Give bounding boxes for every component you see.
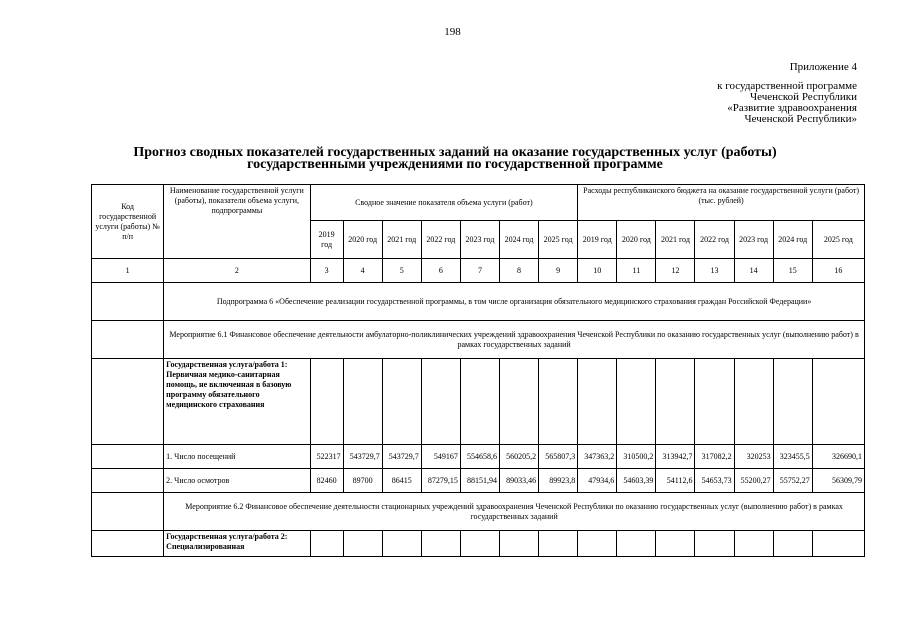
empty-cell (812, 531, 864, 557)
empty-cell (92, 359, 164, 445)
measure-row (92, 493, 865, 531)
empty-cell (382, 359, 421, 445)
subprogram-row (92, 283, 865, 321)
header-expense-group: Расходы республиканского бюджета на оказание государственной услуги (работ) (тыс. рублей) (578, 185, 865, 221)
indicator-name: 2. Число осмотров (164, 469, 310, 493)
document-title-line-2: государственными учреждениями по государственной программе (247, 157, 663, 172)
header-volume-year: 2019 год (310, 221, 343, 259)
column-number: 6 (421, 259, 460, 283)
column-number: 13 (695, 259, 734, 283)
header-row-1 (92, 185, 865, 221)
table-row (92, 445, 865, 469)
empty-cell (92, 445, 164, 469)
value-cell: 554658,6 (460, 445, 499, 469)
empty-cell (92, 321, 164, 359)
empty-cell (421, 531, 460, 557)
page-number: 198 (444, 26, 461, 38)
value-cell: 565807,3 (539, 445, 578, 469)
value-cell: 310500,2 (617, 445, 656, 469)
header-volume-year: 2021 год (382, 221, 421, 259)
appendix-line: Чеченской Республики (749, 91, 857, 103)
value-cell: 86415 (382, 469, 421, 493)
value-cell: 522317 (310, 445, 343, 469)
value-cell: 323455,5 (773, 445, 812, 469)
appendix-block (717, 62, 857, 125)
empty-cell (773, 359, 812, 445)
empty-cell (656, 531, 695, 557)
service-row (92, 531, 865, 557)
service-row (92, 359, 865, 445)
value-cell: 47934,6 (578, 469, 617, 493)
header-expense-year: 2022 год (695, 221, 734, 259)
column-number: 12 (656, 259, 695, 283)
table-row (92, 469, 865, 493)
value-cell: 89923,8 (539, 469, 578, 493)
value-cell: 317082,2 (695, 445, 734, 469)
header-volume-year: 2024 год (499, 221, 538, 259)
measure-6-2-title: Мероприятие 6.2 Финансовое обеспечение деятельности стационарных учреждений здравоохранения Чеченской Республики по оказанию государственных услуг (выполнению работ) в рамках государственных заданий (164, 493, 865, 531)
header-name: Наименование государственной услуги (работы), показатели объема услуги, подпрограммы (164, 185, 310, 259)
column-number: 5 (382, 259, 421, 283)
service-2-title: Государственная услуга/работа 2: Специализированная (164, 531, 310, 557)
empty-cell (499, 531, 538, 557)
appendix-title: Приложение 4 (789, 61, 857, 73)
empty-cell (460, 359, 499, 445)
indicator-name: 1. Число посещений (164, 445, 310, 469)
value-cell: 55200,27 (734, 469, 773, 493)
empty-cell (773, 531, 812, 557)
value-cell: 347363,2 (578, 445, 617, 469)
value-cell: 89033,46 (499, 469, 538, 493)
empty-cell (656, 359, 695, 445)
column-number: 7 (460, 259, 499, 283)
value-cell: 89700 (343, 469, 382, 493)
column-number: 4 (343, 259, 382, 283)
empty-cell (539, 531, 578, 557)
header-volume-group: Сводное значение показателя объема услуги (работ) (310, 185, 578, 221)
header-volume-year: 2025 год (539, 221, 578, 259)
empty-cell (578, 531, 617, 557)
column-number: 1 (92, 259, 164, 283)
measure-row (92, 321, 865, 359)
header-expense-year: 2023 год (734, 221, 773, 259)
document-title-line-1: Прогноз сводных показателей государственных заданий на оказание государственных услуг (работы) (133, 145, 777, 160)
document-title (60, 147, 850, 171)
value-cell: 54653,73 (695, 469, 734, 493)
empty-cell (578, 359, 617, 445)
value-cell: 320253 (734, 445, 773, 469)
header-expense-year: 2020 год (617, 221, 656, 259)
empty-cell (617, 359, 656, 445)
empty-cell (695, 359, 734, 445)
empty-cell (310, 531, 343, 557)
column-number: 16 (812, 259, 864, 283)
service-1-title: Государственная услуга/работа 1: Первичная медико-санитарная помощь, не включенная в базовую программу обязательного медицинского страхования (164, 359, 310, 445)
column-number: 15 (773, 259, 812, 283)
column-number: 2 (164, 259, 310, 283)
empty-cell (92, 531, 164, 557)
empty-cell (343, 531, 382, 557)
empty-cell (734, 531, 773, 557)
forecast-table (91, 184, 865, 557)
empty-cell (734, 359, 773, 445)
value-cell: 543729,7 (343, 445, 382, 469)
value-cell: 560205,2 (499, 445, 538, 469)
column-number: 3 (310, 259, 343, 283)
appendix-line: Чеченской Республики» (744, 113, 857, 125)
column-number: 14 (734, 259, 773, 283)
value-cell: 82460 (310, 469, 343, 493)
column-number: 8 (499, 259, 538, 283)
value-cell: 326690,1 (812, 445, 864, 469)
value-cell: 549167 (421, 445, 460, 469)
empty-cell (92, 283, 164, 321)
header-code: Код государственной услуги (работы) № п/п (92, 185, 164, 259)
empty-cell (499, 359, 538, 445)
header-expense-year: 2025 год (812, 221, 864, 259)
empty-cell (421, 359, 460, 445)
header-expense-year: 2021 год (656, 221, 695, 259)
empty-cell (812, 359, 864, 445)
column-number: 10 (578, 259, 617, 283)
header-volume-year: 2023 год (460, 221, 499, 259)
value-cell: 88151,94 (460, 469, 499, 493)
empty-cell (92, 469, 164, 493)
header-expense-year: 2024 год (773, 221, 812, 259)
column-number-row (92, 259, 865, 283)
empty-cell (343, 359, 382, 445)
empty-cell (539, 359, 578, 445)
value-cell: 543729,7 (382, 445, 421, 469)
value-cell: 55752,27 (773, 469, 812, 493)
header-expense-year: 2019 год (578, 221, 617, 259)
value-cell: 313942,7 (656, 445, 695, 469)
empty-cell (310, 359, 343, 445)
header-volume-year: 2022 год (421, 221, 460, 259)
value-cell: 87279,15 (421, 469, 460, 493)
empty-cell (460, 531, 499, 557)
header-volume-year: 2020 год (343, 221, 382, 259)
value-cell: 54112,6 (656, 469, 695, 493)
subprogram-title: Подпрограмма 6 «Обеспечение реализации государственной программы, в том числе организация обязательного медицинского страхования граждан Российской Федерации» (164, 283, 865, 321)
value-cell: 54603,39 (617, 469, 656, 493)
empty-cell (695, 531, 734, 557)
value-cell: 56309,79 (812, 469, 864, 493)
empty-cell (382, 531, 421, 557)
empty-cell (617, 531, 656, 557)
appendix-line: к государственной программе (717, 80, 857, 92)
measure-6-1-title: Мероприятие 6.1 Финансовое обеспечение деятельности амбулаторно-поликлинических учреждений здравоохранения Чеченской Республики по оказанию государственных услуг (выполнению работ) в рамках государственных заданий (164, 321, 865, 359)
column-number: 11 (617, 259, 656, 283)
column-number: 9 (539, 259, 578, 283)
empty-cell (92, 493, 164, 531)
appendix-line: «Развитие здравоохранения (727, 102, 857, 114)
